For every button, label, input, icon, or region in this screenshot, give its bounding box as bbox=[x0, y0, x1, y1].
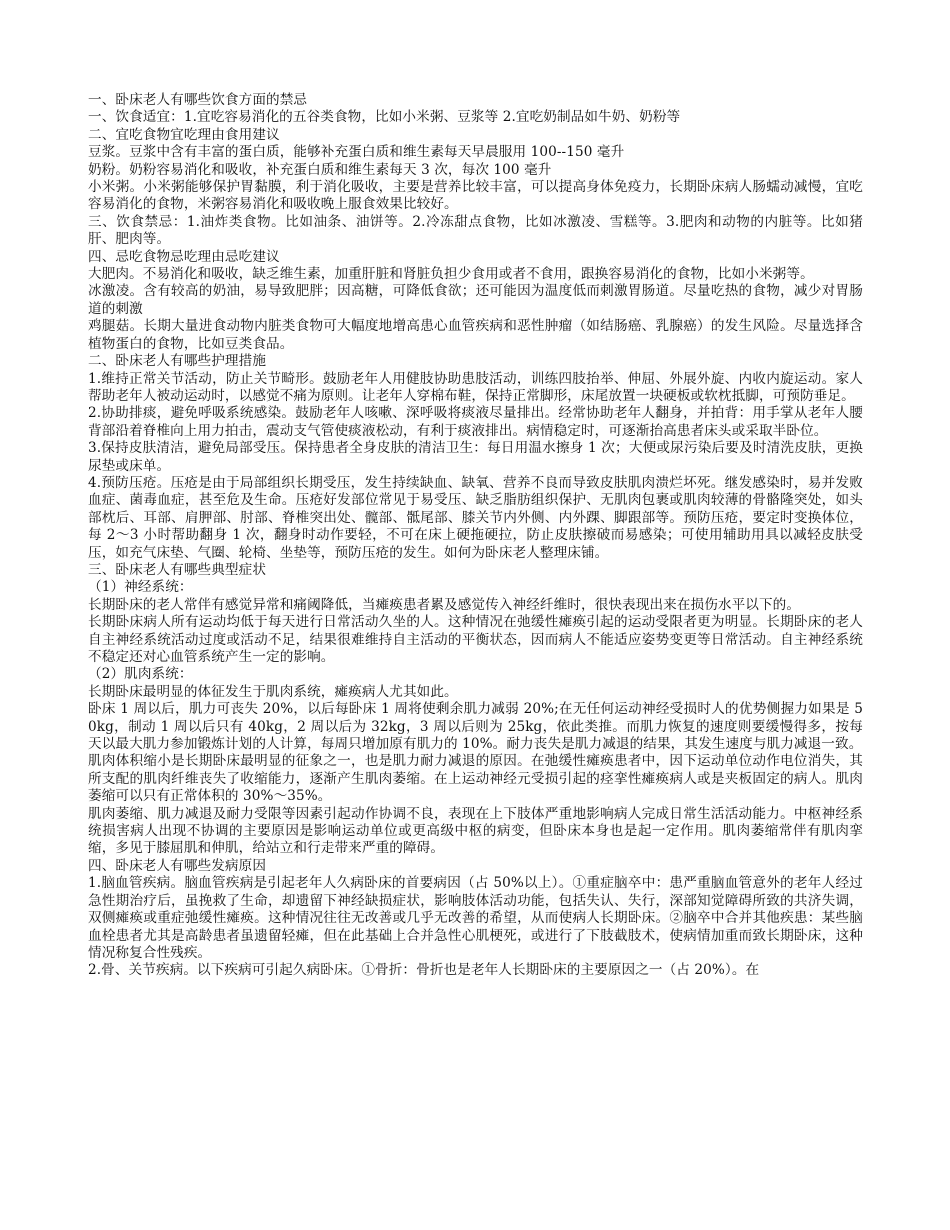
paragraph: 1.维持正常关节活动，防止关节畸形。鼓励老年人用健肢协助患肢活动，训练四肢抬举、伸屈、外展外旋、内收内旋运动。家人帮助老年人被动运动时，以感觉不痛为原则。让老年人穿棉布鞋，保持正常脚形，床尾放置一块硬板或软枕抵脚，可预防垂足。 bbox=[88, 370, 863, 404]
paragraph: 卧床 1 周以后，肌力可丧失 20%，以后每卧床 1 周将使剩余肌力减弱 20%;在无任何运动神经受损时人的优势侧握力如果是 50kg，制动 1 周以后只有 40kg，2 周以后为 32kg，3 周以后则为 25kg，依此类推。而肌力恢复的速度则要缓慢得多，按每天以最大肌力参加锻炼计划的人计算，每周只增加原有肌力的 10%。耐力丧失是肌力减退的结果，其发生速度与肌力减退一致。 bbox=[88, 701, 863, 753]
paragraph: 三、饮食禁忌：1.油炸类食物。比如油条、油饼等。2.冷冻甜点食物，比如冰激凌、雪糕等。3.肥肉和动物的内脏等。比如猪肝、肥肉等。 bbox=[88, 213, 863, 248]
subsection-heading: （2）肌肉系统： bbox=[88, 666, 193, 683]
paragraph: 2.协助排痰，避免呼吸系统感染。鼓励老年人咳嗽、深呼吸将痰液尽量排出。经常协助老年人翻身，并拍背：用手掌从老年人腰背部沿着脊椎向上用力拍击，震动支气管使痰液松动，有利于痰液排出。病情稳定时，可逐渐抬高患者床头或采取半卧位。 bbox=[88, 405, 863, 439]
paragraph: 长期卧床最明显的体征发生于肌肉系统，瘫痪病人尤其如此。 bbox=[88, 683, 458, 700]
paragraph: 奶粉。奶粉容易消化和吸收，补充蛋白质和维生素每天 3 次，每次 100 毫升 bbox=[88, 161, 552, 178]
section-heading: 四、忌吃食物忌吃理由忌吃建议 bbox=[88, 248, 280, 265]
section-heading: 二、宜吃食物宜吃理由食用建议 bbox=[88, 126, 280, 143]
paragraph: 冰激凌。含有较高的奶油，易导致肥胖；因高糖，可降低食欲；还可能因为温度低而刺激胃肠道。尽量吃热的食物，减少对胃肠道的刺激 bbox=[88, 283, 863, 317]
section-heading: 四、卧床老人有哪些发病原因 bbox=[88, 857, 267, 874]
paragraph: 豆浆。豆浆中含有丰富的蛋白质，能够补充蛋白质和维生素每天早晨服用 100--150 毫升 bbox=[88, 144, 625, 161]
subsection-heading: （1）神经系统： bbox=[88, 579, 193, 596]
section-heading: 一、卧床老人有哪些饮食方面的禁忌 bbox=[88, 92, 308, 108]
paragraph: 大肥肉。不易消化和吸收，缺乏维生素，加重肝脏和肾脏负担少食用或者不食用，跟换容易消化的食物，比如小米粥等。 bbox=[88, 266, 814, 283]
paragraph: 4.预防压疮。压疮是由于局部组织长期受压，发生持续缺血、缺氧、营养不良而导致皮肤肌肉溃烂坏死。继发感染时，易并发败血症、菌毒血症，甚至危及生命。压疮好发部位常见于易受压、缺乏脂肪组织保护、无肌肉包裹或肌肉较薄的骨骼隆突处，如头部枕后、耳部、肩胛部、肘部、脊椎突出处、髋部、骶尾部、膝关节内外侧、内外踝、脚跟部等。预防压疮，要定时变换体位，每 2～3 小时帮助翻身 1 次，翻身时动作要轻，不可在床上硬拖硬拉，防止皮肤擦破而易感染；可使用辅助用具以减轻皮肤受压，如充气床垫、气圈、轮椅、坐垫等，预防压疮的发生。如何为卧床老人整理床铺。 bbox=[88, 474, 863, 561]
paragraph: 肌肉体积缩小是长期卧床最明显的征象之一，也是肌力耐力减退的原因。在弛缓性瘫痪患者中，因下运动单位动作电位消失，其所支配的肌肉纤维丧失了收缩能力，逐渐产生肌肉萎缩。在上运动神经元受损引起的痉挛性瘫痪病人或是夹板固定的病人。肌肉萎缩可以只有正常体积的 30%～35%。 bbox=[88, 753, 863, 805]
section-heading: 三、卧床老人有哪些典型症状 bbox=[88, 561, 267, 578]
paragraph: 3.保持皮肤清洁，避免局部受压。保持患者全身皮肤的清洁卫生：每日用温水擦身 1 次；大便或尿污染后要及时清洗皮肤，更换尿垫或床单。 bbox=[88, 440, 863, 474]
section-heading: 二、卧床老人有哪些护理措施 bbox=[88, 353, 267, 370]
paragraph: 长期卧床的老人常伴有感觉异常和痛阈降低，当瘫痪患者累及感觉传入神经纤维时，很快表现出来在损伤水平以下的。 bbox=[88, 596, 801, 613]
paragraph: 小米粥。小米粥能够保护胃黏膜，利于消化吸收，主要是营养比较丰富，可以提高身体免疫力，长期卧床病人肠蠕动减慢，宜吃容易消化的食物，米粥容易消化和吸收晚上服食效果比较好。 bbox=[88, 179, 863, 213]
paragraph: 肌肉萎缩、肌力减退及耐力受限等因素引起动作协调不良，表现在上下肢体严重地影响病人完成日常生活活动能力。中枢神经系统损害病人出现不协调的主要原因是影响运动单位或更高级中枢的病变，但卧床本身也是起一定作用。肌肉萎缩常伴有肌肉挛缩，多见于膝屈肌和伸肌，给站立和行走带来严重的障碍。 bbox=[88, 805, 863, 857]
document-body bbox=[88, 92, 863, 980]
paragraph: 2.骨、关节疾病。以下疾病可引起久病卧床。①骨折：骨折也是老年人长期卧床的主要原因之一（占 20%）。在 bbox=[88, 962, 760, 979]
paragraph: 1.脑血管疾病。脑血管疾病是引起老年人久病卧床的首要病因（占 50%以上）。①重症脑卒中：患严重脑血管意外的老年人经过急性期治疗后，虽挽救了生命，却遗留下神经缺损症状，影响肢体活动功能，包括失认、失行，深部知觉障碍所致的共济失调，双侧瘫痪或重症弛缓性瘫痪。这种情况往往无改善或几乎无改善的希望，从而使病人长期卧床。②脑卒中合并其他疾患：某些脑血栓患者尤其是高龄患者虽遗留轻瘫，但在此基础上合并急性心肌梗死，或进行了下肢截肢术，使病情加重而致长期卧床，这种情况称复合性残疾。 bbox=[88, 875, 863, 961]
paragraph: 鸡腿菇。长期大量进食动物内脏类食物可大幅度地增高患心血管疾病和恶性肿瘤（如结肠癌、乳腺癌）的发生风险。尽量选择含植物蛋白的食物，比如豆类食品。 bbox=[88, 318, 863, 352]
paragraph: 一、饮食适宜：1.宜吃容易消化的五谷类食物，比如小米粥、豆浆等 2.宜吃奶制品如牛奶、奶粉等 bbox=[88, 109, 681, 126]
paragraph: 长期卧床病人所有运动均低于每天进行日常活动久坐的人。这种情况在弛缓性瘫痪引起的运动受限者更为明显。长期卧床的老人自主神经系统活动过度或活动不足，结果很难维持自主活动的平衡状态，因而病人不能适应姿势变更等日常活动。自主神经系统不稳定还对心血管系统产生一定的影响。 bbox=[88, 614, 863, 665]
